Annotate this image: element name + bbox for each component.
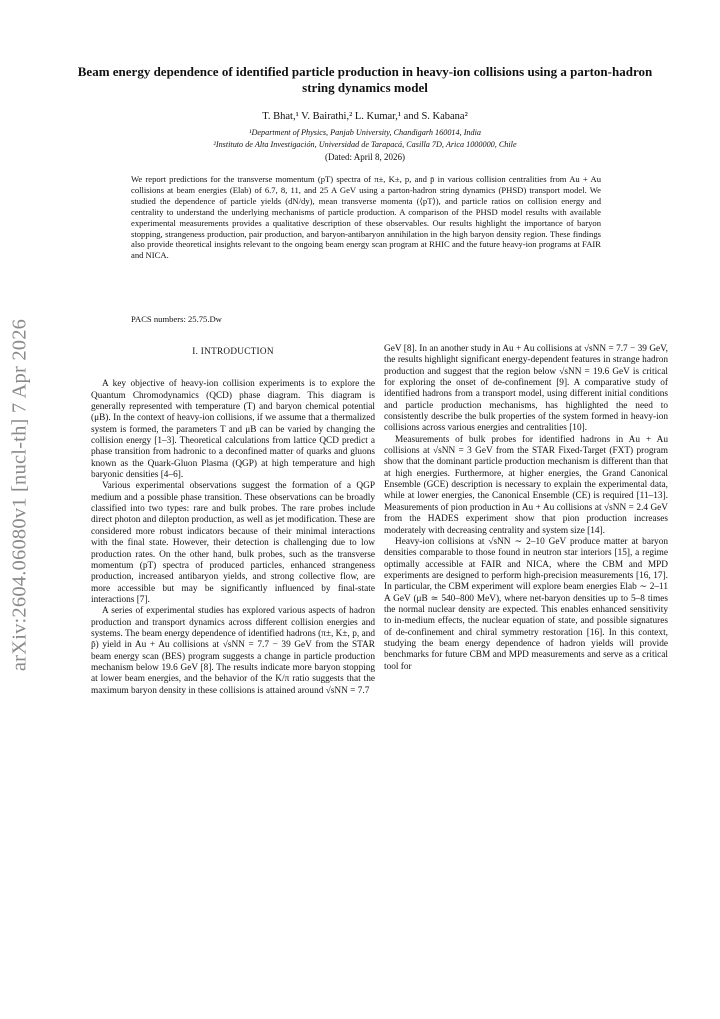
abstract: We report predictions for the transverse momentum (pT) spectra of π±, K±, p, and p̄ in various collision centralities from Au + Au collisions at beam energies (Elab) of 6.7, 8, 11, and 25 A GeV using a parton-hadron string dynamics (PHSD) transport model. We studied the dependence of particle yields (dN/dy), mean transverse momenta (⟨pT⟩), and particle ratios on collision energy and centrality to understand the underlying mechanisms of particle production. A comparison of the PHSD model results with available experimental measurements provides a qualitative description of these observables. Our results highlight the importance of baryon stopping, strangeness production, pair production, and baryon-antibaryon annihilation in the high baryon density region. These findings also provide theoretical insights relevant to the ongoing beam energy scan program at RHIC and the future heavy-ion programs at FAIR and NICA. (131, 174, 601, 261)
arxiv-identifier-stamp (2, 300, 38, 690)
paragraph: Measurements of bulk probes for identified hadrons in Au + Au collisions at √sNN = 3 GeV from the STAR Fixed-Target (FXT) program show that the dominant particle production mechanism is different than that at high energies. Furthermore, at higher energies, the Grand Canonical Ensemble (GCE) description is necessary to explain the experimental data, while at lower energies, the Canonical Ensemble (CE) is required [11–13]. Measurements of pion production in Au + Au collisions at √sNN = 2.4 GeV from the HADES experiment show that pion production increases moderately with decreasing centrality and system size [14]. (384, 434, 668, 536)
section-heading: I. INTRODUCTION (192, 346, 274, 356)
affiliation-2: ²Instituto de Alta Investigación, Universidad de Tarapacá, Casilla 7D, Arica 1000000, Chile (213, 140, 517, 149)
paper-title: Beam energy dependence of identified particle production in heavy-ion collisions using a parton-hadron string dynamics model (77, 64, 653, 95)
date-line: (Dated: April 8, 2026) (325, 152, 405, 162)
paragraph: A key objective of heavy-ion collision experiments is to explore the Quantum Chromodynamics (QCD) phase diagram. This diagram is generally represented with temperature (T) and baryon chemical potential (μB). In the context of heavy-ion collisions, if we assume that a thermalized system is formed, the parameters T and μB can be varied by changing the collision energy [1–3]. Theoretical calculations from lattice QCD predict a phase transition from hadronic to a deconfined matter of quarks and gluons known as the Quark-Gluon Plasma (QGP) at high temperature and high baryonic densities [4–6]. (91, 379, 375, 481)
pacs-numbers: PACS numbers: 25.75.Dw (131, 314, 222, 324)
paragraph: A series of experimental studies has explored various aspects of hadron production and transport dynamics across different collision energies and systems. The beam energy dependence of identified hadrons (π±, K±, p, and p̄) yield in Au + Au collisions at √sNN = 7.7 − 39 GeV from the STAR beam energy scan (BES) program suggests a change in particle production mechanism below 19.6 GeV [8]. The results indicate more baryon stopping at lower beam energies, and the behavior of the K/π ratio suggests that the maximum baryon density in these collisions is attained around √sNN = 7.7 (91, 606, 375, 696)
author-list: T. Bhat,¹ V. Bairathi,² L. Kumar,¹ and S. Kabana² (262, 111, 468, 122)
paragraph: GeV [8]. In an another study in Au + Au collisions at √sNN = 7.7 − 39 GeV, the results highlight significant energy-dependent features in strange hadron production and suggest that the region below √sNN = 19.6 GeV is critical for exploring the onset of de-confinement [9]. A comparative study of identified hadrons from a transport model, using different initial conditions and particle production mechanisms, has highlighted the need to consistently describe the bulk properties of the system formed in heavy-ion collisions across various energies and centralities [10]. (384, 344, 668, 434)
affiliation-1: ¹Department of Physics, Panjab University, Chandigarh 160014, India (249, 128, 481, 137)
left-column (91, 344, 375, 697)
paragraph: Various experimental observations suggest the formation of a QGP medium and a possible phase transition. These observations can be broadly classified into two types: rare and bulk probes. The rare probes include direct photon and dilepton production, as well as jet modification. These are considered more robust indicators because of their minimal interactions with the final state. However, their detection is challenging due to low production rates. On the other hand, bulk probes, such as the transverse momentum (pT) spectra of produced particles, enhanced strangeness production, increased antibaryon yields, and strong collective flow, are more accessible but may be significantly influenced by final-state interactions [7]. (91, 481, 375, 605)
arxiv-id-text: arXiv:2604.06080v1 [nucl-th] 7 Apr 2026 (8, 318, 31, 672)
paragraph: Heavy-ion collisions at √sNN ∼ 2–10 GeV produce matter at baryon densities comparable to those found in neutron star interiors [15], a regime optimally accessible at FAIR and NICA, where the CBM and MPD experiments are designed to perform high-precision measurements [16, 17]. In particular, the CBM experiment will explore beam energies Elab ∼ 2–11 A GeV (μB ≃ 540–800 MeV), where net-baryon densities up to 5–8 times the normal nuclear density are expected. This enables enhanced sensitivity to in-medium effects, the nuclear equation of state, and possible signatures of de-confinement and chiral symmetry restoration [16]. In this context, studying the beam energy dependence of hadron yields will provide benchmarks for future CBM and MPD measurements and serve as a critical tool for (384, 536, 668, 672)
right-column (384, 344, 668, 673)
